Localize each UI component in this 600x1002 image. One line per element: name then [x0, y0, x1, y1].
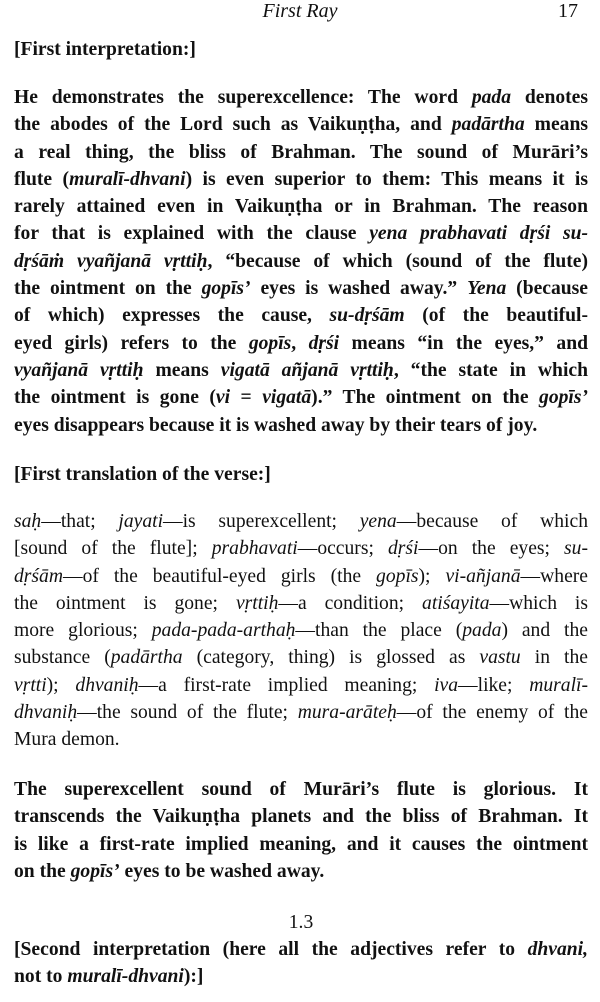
paragraph-translation	[14, 776, 588, 885]
italic-term: Yena	[467, 278, 507, 300]
text-line	[14, 193, 588, 220]
text-segment: the ointment is gone (	[14, 387, 216, 409]
text-line	[14, 563, 588, 590]
text-line	[14, 384, 588, 411]
text-segment: for that is explained with the clause	[14, 223, 370, 245]
text-segment: flute (	[14, 168, 70, 190]
italic-term: dhvaniḥ	[75, 674, 139, 696]
text-segment: eyes is washed away.”	[250, 278, 468, 300]
italic-term: vyañjanā vṛttiḥ	[14, 359, 144, 381]
italic-term: su-	[564, 538, 588, 560]
italic-term: gopīs’	[201, 278, 251, 300]
text-segment: [Second interpretation (here all the adjectives refer to	[14, 939, 528, 960]
italic-term: su-dṛśām	[329, 305, 405, 327]
text-line	[14, 84, 588, 111]
italic-term: dhvani,	[527, 939, 588, 960]
text-segment: —like;	[458, 674, 530, 696]
text-segment: (of the beautiful-	[404, 305, 589, 327]
text-segment: , “because of which (sound of the flute)	[207, 250, 588, 272]
italic-term: prabhavati	[211, 538, 298, 560]
text-line	[14, 111, 588, 138]
italic-term: padārtha	[110, 647, 183, 669]
text-segment: not to	[14, 966, 68, 988]
text-line	[14, 166, 588, 193]
text-line	[14, 36, 588, 63]
italic-term: gopīs	[248, 332, 292, 354]
text-line	[14, 672, 588, 699]
text-segment: ).” The ointment on the	[311, 387, 540, 409]
text-segment: —than the place (	[295, 620, 463, 642]
italic-term: yena	[359, 511, 397, 532]
text-segment: );	[46, 674, 76, 696]
italic-term: gopīs’	[539, 387, 588, 409]
text-segment: He demonstrates the superexcellence: The word	[14, 87, 472, 108]
text-segment: [First translation of the verse:]	[14, 464, 271, 485]
paragraph-word-meanings	[14, 508, 588, 754]
text-segment: );	[418, 565, 446, 587]
text-segment: ) is even superior to them: This means it is	[185, 168, 588, 190]
running-title: First Ray	[262, 0, 338, 22]
text-segment: ):]	[183, 966, 204, 988]
text-line	[14, 963, 588, 990]
italic-term: vṛtti	[14, 674, 47, 696]
italic-term: muralī-dhvani	[69, 168, 186, 190]
text-segment: —where	[520, 565, 588, 587]
text-segment: of which) expresses the cause,	[14, 305, 330, 327]
italic-term: muralī-dhvani	[67, 966, 184, 988]
italic-term: vṛttiḥ	[235, 592, 279, 614]
text-line	[14, 535, 588, 562]
italic-term: dṛśām	[14, 565, 63, 587]
text-segment: [sound of the flute];	[14, 538, 212, 560]
text-segment: transcends the Vaikuṇṭha planets and the bliss of Brahman. It	[14, 806, 588, 828]
text-line	[14, 936, 588, 963]
text-line	[14, 275, 588, 302]
verse-number	[14, 909, 588, 936]
text-segment: —of the beautiful-eyed girls (the	[63, 565, 377, 587]
italic-term: iva	[434, 674, 459, 696]
text-segment: —that;	[41, 511, 119, 532]
text-segment: —of the enemy of the	[396, 702, 588, 724]
text-segment: eyed girls) refers to the	[14, 332, 249, 354]
italic-term: jayati	[118, 511, 164, 532]
text-line	[14, 909, 588, 936]
page-number: 17	[558, 0, 578, 22]
text-segment: ) and the	[501, 620, 588, 642]
text-line	[14, 412, 588, 439]
text-line	[14, 831, 588, 858]
text-line	[14, 699, 588, 726]
text-line	[14, 590, 588, 617]
italic-term: gopīs’	[70, 860, 120, 882]
text-segment: —occurs;	[297, 538, 388, 560]
italic-term: vigatā añjanā vṛttiḥ	[220, 359, 394, 381]
italic-term: dṛśi	[308, 332, 340, 354]
italic-term: pada	[462, 620, 502, 642]
text-segment: substance (	[14, 647, 111, 669]
text-segment: (because	[506, 278, 588, 300]
text-line	[14, 330, 588, 357]
text-line	[14, 858, 588, 885]
italic-term: dhvaniḥ	[14, 702, 78, 724]
heading-first-translation	[14, 461, 588, 488]
text-line	[14, 508, 588, 535]
italic-term: pada	[471, 87, 512, 108]
text-line	[14, 461, 588, 488]
text-segment: —on the eyes;	[418, 538, 565, 560]
italic-term: saḥ	[14, 511, 42, 532]
text-segment: ,	[291, 332, 309, 354]
text-segment: more glorious;	[14, 620, 152, 642]
text-segment: —the sound of the flute;	[77, 702, 298, 724]
italic-term: dṛśi	[387, 538, 419, 560]
text-segment: —a first-rate implied meaning;	[138, 674, 435, 696]
text-segment: —which is	[489, 592, 588, 614]
text-segment: 1.3	[288, 912, 314, 933]
text-line	[14, 644, 588, 671]
text-segment: , “the state in which	[393, 359, 588, 381]
text-line	[14, 776, 588, 803]
text-segment: the ointment is gone;	[14, 592, 236, 614]
text-segment: —a condition;	[278, 592, 423, 614]
text-line	[14, 248, 588, 275]
text-line	[14, 726, 588, 753]
italic-term: vi	[215, 387, 231, 409]
text-segment: Mura demon.	[14, 729, 120, 751]
text-segment: means	[524, 114, 588, 136]
text-segment: a real thing, the bliss of Brahman. The sound of Murāri’s	[14, 141, 588, 163]
text-segment: The superexcellent sound of Murāri’s flute is glorious. It	[14, 779, 588, 800]
text-line	[14, 803, 588, 830]
text-segment: =	[230, 387, 263, 409]
italic-term: padārtha	[451, 114, 525, 136]
text-segment: eyes to be washed away.	[119, 860, 325, 882]
text-segment: is like a first-rate implied meaning, and it causes the ointment	[14, 833, 588, 855]
text-line	[14, 220, 588, 247]
text-segment: the abodes of the Lord such as Vaikuṇṭha, and	[14, 114, 452, 136]
text-line	[14, 302, 588, 329]
text-line	[14, 139, 588, 166]
italic-term: atiśayita	[422, 592, 490, 614]
text-segment: the ointment on the	[14, 278, 202, 300]
italic-term: vigatā	[262, 387, 312, 409]
italic-term: gopīs	[376, 565, 419, 587]
text-segment: [First interpretation:]	[14, 39, 196, 60]
text-segment: means “in the eyes,” and	[339, 332, 588, 354]
heading-second-interpretation	[14, 936, 588, 991]
text-segment: (category, thing) is glossed as	[182, 647, 480, 669]
italic-term: vi-añjanā	[445, 565, 521, 587]
text-segment: rarely attained even in Vaikuṇṭha or in Brahman. The reason	[14, 196, 588, 218]
text-segment: on the	[14, 860, 71, 882]
italic-term: muralī-	[529, 674, 588, 696]
text-segment: eyes disappears because it is washed away by their tears of joy.	[14, 414, 538, 436]
italic-term: yena prabhavati dṛśi su-	[369, 223, 589, 245]
heading-first-interpretation	[14, 36, 588, 63]
italic-term: vastu	[479, 647, 521, 669]
italic-term: pada-pada-arthaḥ	[151, 620, 296, 642]
text-line	[14, 617, 588, 644]
italic-term: mura-arāteḥ	[297, 702, 397, 724]
text-segment: means	[143, 359, 221, 381]
italic-term: dṛśāṁ vyañjanā vṛttiḥ	[14, 250, 208, 272]
text-line	[14, 357, 588, 384]
text-segment: —is superexcellent;	[163, 511, 360, 532]
text-segment: —because of which	[396, 511, 588, 532]
text-segment: denotes	[511, 87, 588, 108]
text-segment: in the	[520, 647, 588, 669]
paragraph-commentary	[14, 84, 588, 439]
